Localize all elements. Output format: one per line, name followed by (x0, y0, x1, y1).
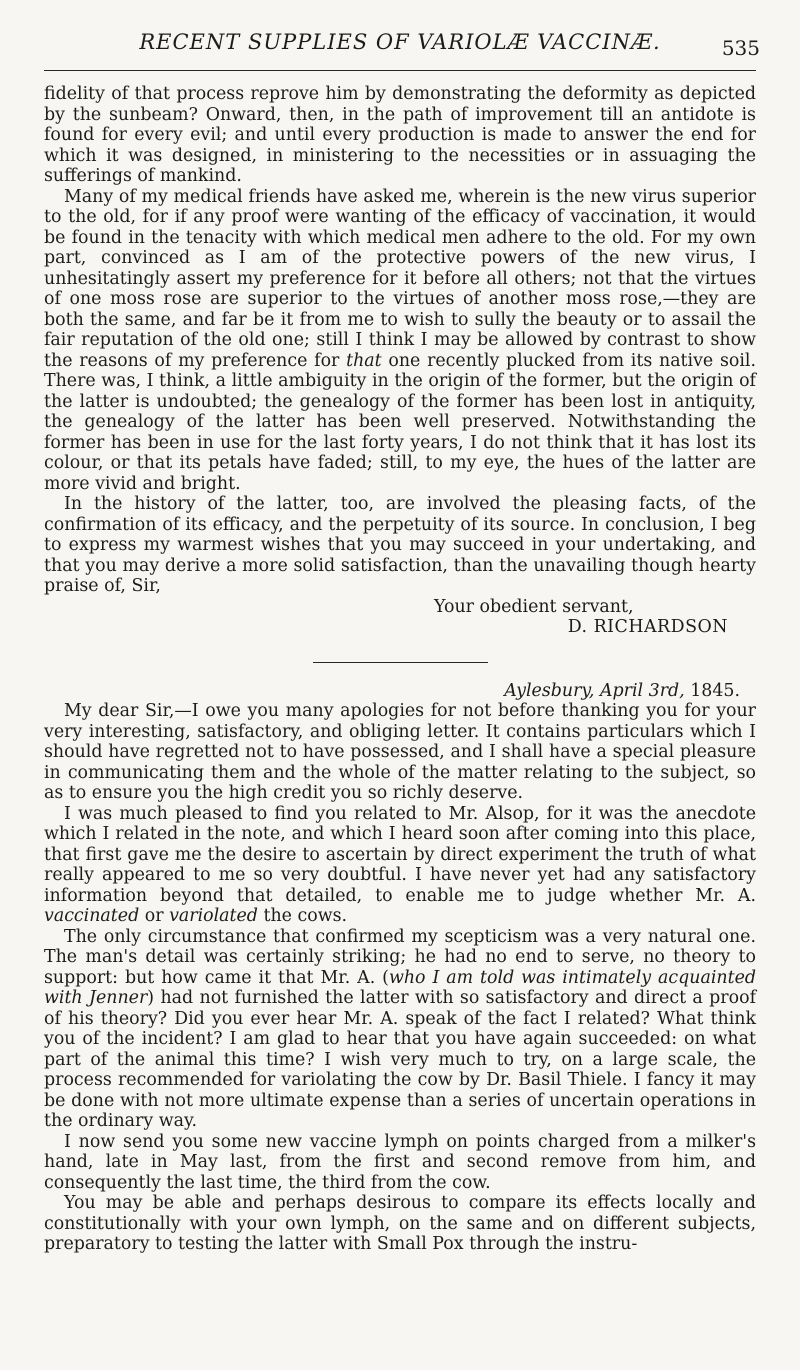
italic-text: variolated (169, 906, 258, 926)
paragraph: In the history of the latter, too, are involved the pleasing facts, of the confirmation of its efficacy, and the perpetuity of its source. In conclusion, I beg to express my warmest wishes that you may succeed in your undertaking, and that you may derive a more solid satisfaction, than the unavailing though hearty praise of, Sir, (44, 494, 756, 596)
signature: D. RICHARDSON (567, 617, 728, 637)
paragraph (44, 927, 756, 1132)
text-run: or (139, 906, 170, 926)
text-run: one recently plucked from its native soil. There was, I think, a little ambiguity in the origin of the former, but the origin of the latter is undoubted; the genealogy of the former has been lost in antiquity, the genealogy of the latter has been well preserved. Notwithstanding the former has been in use for the last forty years, I do not think that it has lost its colour, or that its petals have faded; still, to my eye, the hues of the latter are more vivid and bright. (44, 350, 757, 494)
text-run: Many of my medical friends have asked me, wherein is the new virus superior to the old, for if any proof were wanting of the efficacy of vaccination, it would be found in the tenacity with which medical men adhere to the old. For my own part, convinced as I am of the protective powers of the new virus, I unhesitatingly assert my preference for it before all others; not that the virtues of one moss rose are superior to the virtues of another moss rose,—they are both the same, and far be it from me to wish to sully the beauty or to assail the fair reputation of the old one; still I think I may be allowed by contrast to show the reasons of my preference for (44, 186, 756, 371)
header-rule (44, 70, 756, 71)
paragraph (44, 187, 756, 495)
paragraph: My dear Sir,—I owe you many apologies for not before thanking you for your very interesting, satisfactory, and obliging letter. It contains particulars which I should have regretted not to have possessed, and I shall have a special pleasure in communicating them and the whole of the matter relating to the subject, so as to ensure you the high credit you so richly deserve. (44, 701, 756, 803)
text-run: I was much pleased to find you related to Mr. Alsop, for it was the anecdote which I related in the note, and which I heard soon after coming into this place, that first gave me the desire to ascertain by direct experiment the truth of what really appeared to me so very doubtful. I have never yet had any satisfactory information beyond that detailed, to enable me to judge whether Mr. A. (44, 803, 756, 906)
section-divider (313, 662, 488, 663)
closing-line: Your obedient servant, (434, 596, 634, 617)
text-run: The only circumstance that confirmed my scepticism was a very natural one. The man's detail was certainly striking; he had no end to serve, no theory to support: but how came it that Mr. A. ( (44, 926, 756, 988)
running-head (44, 26, 760, 66)
running-title: RECENT SUPPLIES OF VARIOLÆ VACCINÆ. (139, 30, 661, 54)
paragraph (44, 804, 756, 927)
italic-text: that (346, 350, 382, 371)
italic-text: who I am told was intimately acquainted with Jenner (44, 967, 757, 1008)
text-run: the cows. (257, 906, 348, 926)
dateline-place: Aylesbury, April 3rd, (504, 680, 685, 701)
body-text (44, 84, 756, 1255)
dateline (44, 681, 756, 702)
paragraph: You may be able and perhaps desirous to compare its effects locally and constitutionally with your own lymph, on the same and on different subjects, preparatory to testing the latter with Small Pox through the instru- (44, 1193, 756, 1254)
italic-text: vaccinated (44, 906, 140, 926)
dateline-year: 1845. (684, 680, 740, 701)
text-run: ) had not furnished the latter with so satisfactory and direct a proof of his theory? Did you ever hear Mr. A. speak of the fact I related? What think you of the incident? I am glad to hear that you have again succeeded: on what part of the animal this time? I wish very much to try, on a large scale, the process recommended for variolating the cow by Dr. Basil Thiele. I fancy it may be done with not more ultimate expense than a series of uncertain operations in the ordinary way. (44, 988, 756, 1131)
paragraph: fidelity of that process reprove him by demonstrating the deformity as depicted by the sunbeam? Onward, then, in the path of improvement till an antidote is found for every evil; and until every production is made to answer the end for which it was designed, in ministering to the necessities or in assuaging the sufferings of mankind. (44, 84, 756, 186)
page-number: 535 (721, 36, 760, 60)
paragraph: I now send you some new vaccine lymph on points charged from a milker's hand, late in May last, from the first and second remove from him, and consequently the last time, the third from the cow. (44, 1131, 756, 1193)
